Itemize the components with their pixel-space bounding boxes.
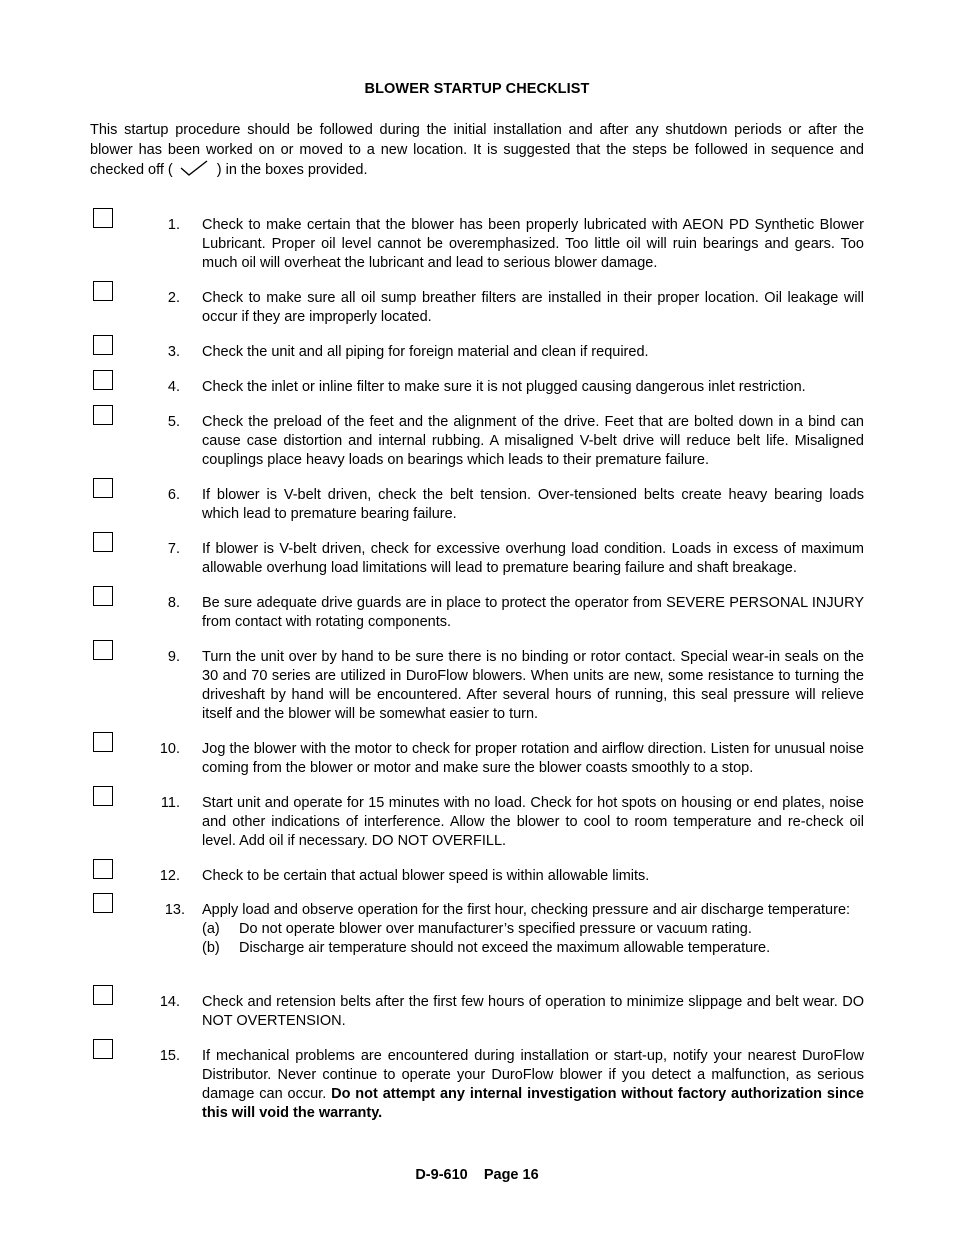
checkbox-7[interactable] [93, 532, 113, 552]
checkbox-11[interactable] [93, 786, 113, 806]
item-text: Jog the blower with the motor to check for proper rotation and airflow direction. Listen for unusual noise coming from the blower or motor and make sure the blower coasts smoothly to a stop. [202, 741, 864, 776]
item-number: 15. [159, 1048, 180, 1064]
page-number: Page 16 [483, 1167, 539, 1183]
item-text: Check and retension belts after the first few hours of operation to minimize slippage and belt wear. DO NOT OVERTENSION. [202, 994, 864, 1029]
item-number: 7. [167, 541, 180, 557]
checkbox-15[interactable] [93, 1039, 113, 1059]
item-text: Check the unit and all piping for foreign material and clean if required. [202, 344, 649, 360]
item-plain-text: If mechanical problems are encountered during installation or start-up, notify your nearest DuroFlow Distributor. Never continue to operate your DuroFlow blower if you detect a malfunction, as serious damage can occur. [202, 1048, 864, 1102]
item-text: Be sure adequate drive guards are in place to protect the operator from SEVERE PERSONAL INJURY from contact with rotating components. [202, 595, 864, 630]
item-text: If blower is V-belt driven, check the belt tension. Over-tensioned belts create heavy bearing loads which lead to premature bearing failure. [202, 487, 864, 522]
item-text: Turn the unit over by hand to be sure there is no binding or rotor contact. Special wear-in seals on the 30 and 70 series are utilized in DuroFlow blowers. When units are new, some resistance to turning the driveshaft by hand will be encountered. After several hours of running, this seal pressure will relieve itself and the blower will be somewhat easier to turn. [202, 649, 864, 722]
item-number: 12. [159, 868, 180, 884]
item-text: Check to make certain that the blower has been properly lubricated with AEON PD Synthetic Blower Lubricant. Proper oil level cannot be overemphasized. Too little oil will ruin bearings and gears. Too much oil will overheat the lubricant and lead to serious blower damage. [202, 217, 864, 271]
document-number: D-9-610 [415, 1167, 468, 1183]
checkbox-12b[interactable] [93, 893, 113, 913]
item-text: If blower is V-belt driven, check for excessive overhung load condition. Loads in excess of maximum allowable overhung load limitations will lead to premature bearing failure and shaft breakage. [202, 541, 864, 576]
item-text: Check the inlet or inline filter to make sure it is not plugged causing dangerous inlet restriction. [202, 379, 806, 395]
checkbox-8[interactable] [93, 586, 113, 606]
checkbox-6[interactable] [93, 478, 113, 498]
item-number: 9. [167, 649, 180, 665]
subitem-b [202, 939, 864, 958]
checkbox-9[interactable] [93, 640, 113, 660]
subitem-label: (b) [202, 940, 220, 956]
item-text [202, 1047, 864, 1123]
item-main-text: Apply load and observe operation for the first hour, checking pressure and air discharge temperature: [202, 902, 851, 918]
intro-text-after: ) in the boxes provided. [216, 162, 368, 178]
page-title: BLOWER STARTUP CHECKLIST [364, 81, 590, 97]
item-number: 1. [167, 217, 180, 233]
intro-text-before: This startup procedure should be followed during the initial installation and after any shutdown periods or after the blower has been worked on or moved to a new location. It is suggested that the steps be followed in sequence and checked off ( [90, 122, 864, 178]
checkmark-icon [179, 160, 209, 176]
subitem-a [202, 920, 864, 939]
item-number: 5. [167, 414, 180, 430]
item-text: Check to be certain that actual blower speed is within allowable limits. [202, 868, 650, 884]
checkbox-2[interactable] [93, 281, 113, 301]
item-number: 11. [160, 795, 180, 811]
page-footer [0, 1167, 954, 1183]
checkbox-14[interactable] [93, 985, 113, 1005]
checkbox-1[interactable] [93, 208, 113, 228]
subitem-text: Do not operate blower over manufacturer’s specified pressure or vacuum rating. [239, 921, 752, 937]
item-number: 3. [167, 344, 180, 360]
item-number: 2. [167, 290, 180, 306]
item-number: 8. [167, 595, 180, 611]
subitem-label: (a) [202, 921, 220, 937]
item-number: 10. [159, 741, 180, 757]
item-number: 13. [164, 902, 185, 918]
item-text: Check to make sure all oil sump breather filters are installed in their proper location. Oil leakage will occur if they are improperly located. [202, 290, 864, 325]
item-text: Start unit and operate for 15 minutes with no load. Check for hot spots on housing or end plates, noise and other indications of interference. Allow the blower to cool to room temperature and re-check oil level. Add oil if necessary. DO NOT OVERFILL. [202, 795, 864, 849]
item-text: Check the preload of the feet and the alignment of the drive. Feet that are bolted down in a bind can cause case distortion and internal rubbing. A misaligned V-belt drive will reduce belt life. Misaligned couplings place heavy loads on bearings which leads to their premature failure. [202, 414, 864, 468]
item-number: 4. [167, 379, 180, 395]
checkbox-12[interactable] [93, 859, 113, 879]
intro-paragraph [90, 121, 864, 181]
subitem-text: Discharge air temperature should not exceed the maximum allowable temperature. [239, 940, 771, 956]
warranty-warning: Do not attempt any internal investigation without factory authorization since this will void the warranty. [202, 1086, 864, 1121]
checkbox-10[interactable] [93, 732, 113, 752]
item-number: 14. [159, 994, 180, 1010]
item-text [202, 901, 864, 958]
checkbox-5[interactable] [93, 405, 113, 425]
checkbox-3[interactable] [93, 335, 113, 355]
item-number: 6. [167, 487, 180, 503]
checkbox-3b[interactable] [93, 370, 113, 390]
